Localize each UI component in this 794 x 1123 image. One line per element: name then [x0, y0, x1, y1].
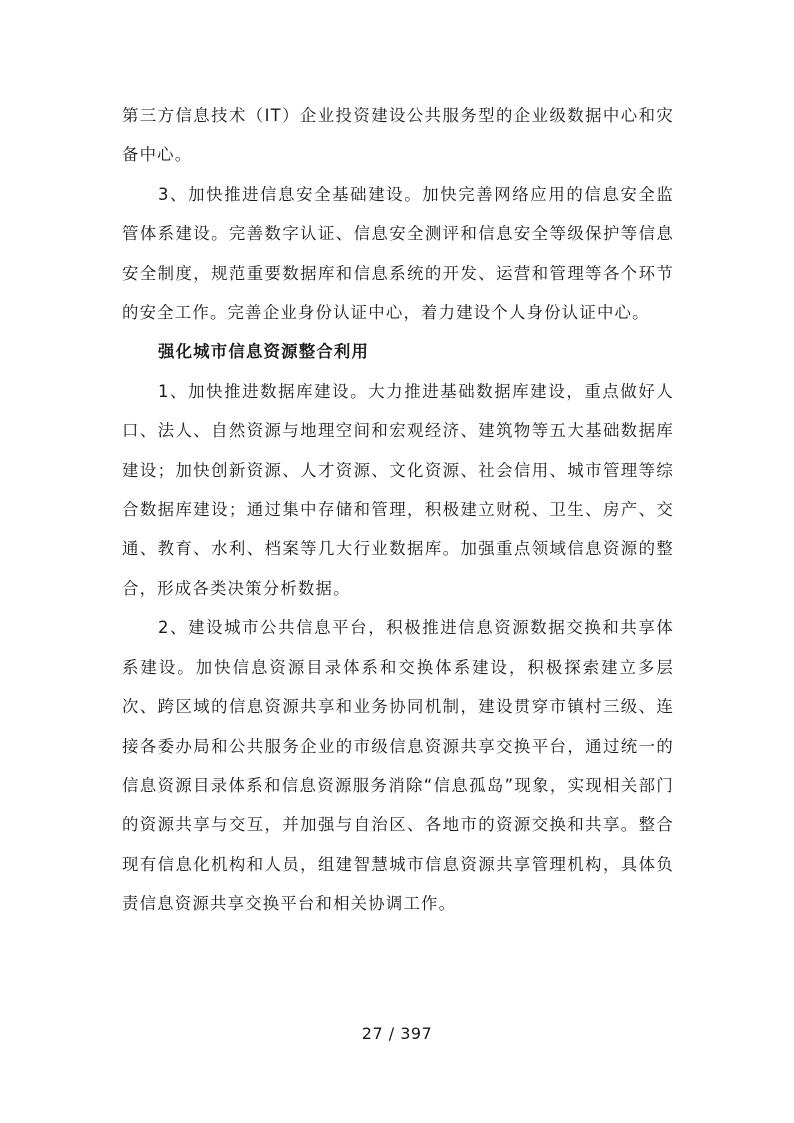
- paragraph-continuation: 第三方信息技术（IT）企业投资建设公共服务型的企业级数据中心和灾备中心。: [122, 106, 674, 165]
- page-number: 27 / 397: [361, 1024, 433, 1043]
- section-heading: 强化城市信息资源整合利用: [158, 342, 370, 362]
- paragraph-information-security: 3、加快推进信息安全基础建设。加快完善网络应用的信息安全监管体系建设。完善数字认证、信息安全测评和信息安全等级保护等信息安全制度，规范重要数据库和信息系统的开发、运营和管理等各个环节的安全工作。完善企业身份认证中心，着力建设个人身份认证中心。: [122, 184, 674, 323]
- document-body: [122, 96, 674, 924]
- paragraph-database-construction: 1、加快推进数据库建设。大力推进基础数据库建设，重点做好人口、法人、自然资源与地理空间和宏观经济、建筑物等五大基础数据库建设；加快创新资源、人才资源、文化资源、社会信用、城市管理等综合数据库建设；通过集中存储和管理，积极建立财税、卫生、房产、交通、教育、水利、档案等几大行业数据库。加强重点领域信息资源的整合，形成各类决策分析数据。: [122, 381, 674, 598]
- paragraph-public-information-platform: 2、建设城市公共信息平台，积极推进信息资源数据交换和共享体系建设。加快信息资源目录体系和交换体系建设，积极探索建立多层次、跨区域的信息资源共享和业务协同机制，建设贯穿市镇村三级、连接各委办局和公共服务企业的市级信息资源共享交换平台，通过统一的信息资源目录体系和信息资源服务消除“信息孤岛”现象，实现相关部门的资源共享与交互，并加强与自治区、各地市的资源交换和共享。整合现有信息化机构和人员，组建智慧城市信息资源共享管理机构，具体负责信息资源共享交换平台和相关协调工作。: [122, 618, 674, 914]
